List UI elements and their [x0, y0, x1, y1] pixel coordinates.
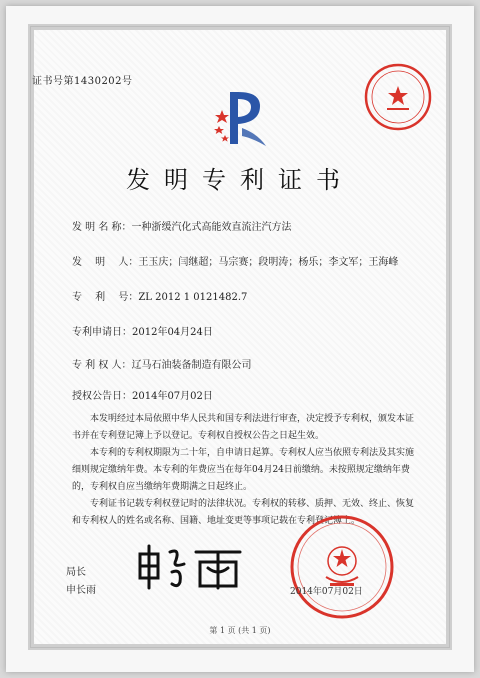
invention-name-value: 一种浙缓汽化式高能效直流注汽方法: [131, 222, 292, 233]
serial-number: 证书号第1430202号: [32, 76, 133, 87]
grant-date-row: [72, 387, 213, 402]
filing-date-label: 专利申请日：: [72, 327, 132, 338]
patent-number-label: 专 利 号：: [72, 292, 139, 303]
invention-name-row: [72, 218, 292, 233]
patentee-value: 辽马石油装备制造有限公司: [131, 360, 252, 371]
patent-office-logo-icon: [212, 88, 270, 150]
invention-name-label: 发 明 名 称：: [72, 222, 132, 233]
inventor-label: 发 明 人：: [72, 257, 139, 268]
certificate-page: [6, 6, 474, 672]
director-title: 局长: [66, 567, 86, 578]
filing-date-value: 2012年04月24日: [132, 327, 213, 338]
grant-date-label: 授权公告日：: [72, 391, 132, 402]
filing-date-row: [72, 323, 213, 338]
patent-number-row: [72, 288, 247, 303]
national-ip-office-seal-icon: [274, 513, 404, 623]
page-footer: 第 1 页 (共 1 页): [209, 626, 271, 635]
body-paragraph: 专利证书记载专利权登记时的法律状况。专利权的转移、质押、无效、终止、恢复和专利权人的姓名或名称、国籍、地址变更等事项记载在专利登记簿上。: [72, 499, 415, 526]
inventor-value: 王玉庆；闫继超；马宗赛；段明涛；杨乐；李文军；王海峰: [138, 257, 399, 268]
director-name: 申长雨: [66, 585, 96, 596]
patentee-label: 专 利 权 人：: [72, 360, 132, 371]
body-paragraph: 本专利的专利权期限为二十年，自申请日起算。专利权人应当依照专利法及其实施细则规定缴纳年费。本专利的年费应当在每年04月24日前缴纳。未按照规定缴纳年费的，专利权自应当缴纳年费期满之日起终止。: [72, 448, 415, 492]
stamp-date: 2014年07月02日: [290, 587, 363, 597]
director-signature-icon: [136, 542, 246, 592]
body-paragraph: 本发明经过本局依照中华人民共和国专利法进行审查，决定授予专利权，颁发本证书并在专利登记簿上予以登记。专利权自授权公告之日起生效。: [72, 414, 415, 441]
patent-number-value: ZL 2012 1 0121482.7: [138, 292, 248, 303]
grant-date-value: 2014年07月02日: [132, 391, 213, 402]
patentee-row: [72, 356, 252, 371]
certificate-title: 发明专利证书: [126, 166, 354, 194]
top-seal-stamp-icon: [363, 62, 433, 132]
inventor-row: [72, 253, 398, 268]
